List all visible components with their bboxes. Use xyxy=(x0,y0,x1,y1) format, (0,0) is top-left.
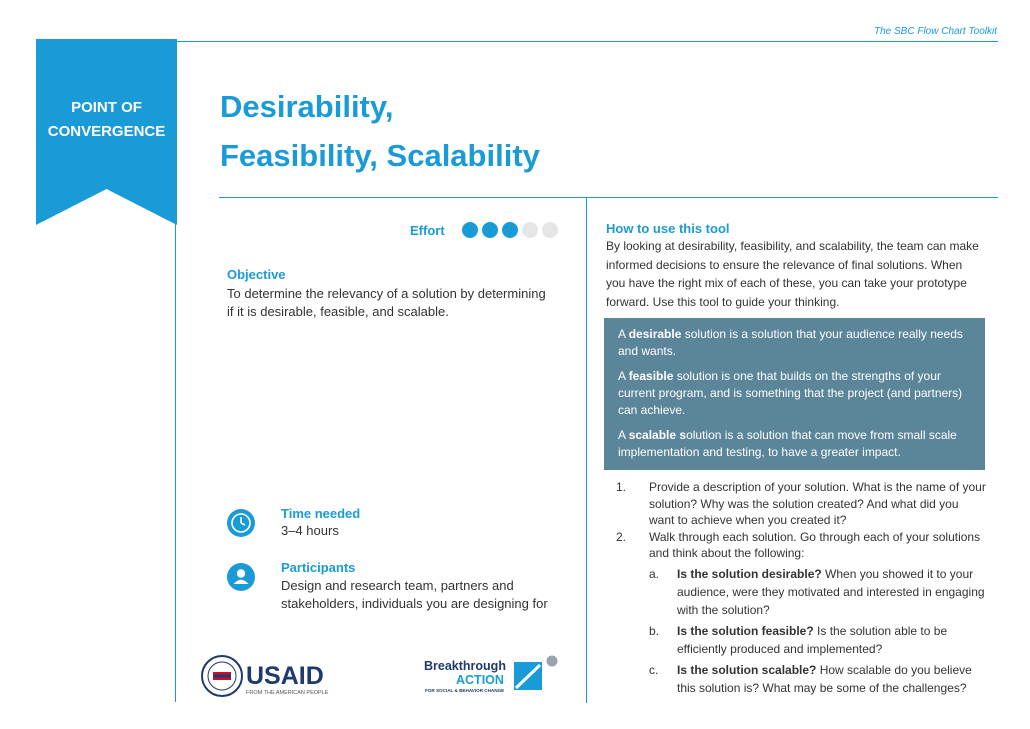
effort-dot-empty xyxy=(542,222,558,238)
definition-desirable: A desirable solution is a solution that your audience really needs and wants. xyxy=(618,327,963,358)
ba-line2: ACTION xyxy=(456,673,504,687)
page-title xyxy=(220,82,540,180)
section-label-line2: CONVERGENCE xyxy=(47,123,166,140)
effort-dot-filled xyxy=(462,222,478,238)
person-icon xyxy=(227,563,255,591)
sub-list-item: c. Is the solution scalable? How scalable do you believe this solution is? What may be some of the challenges? xyxy=(649,662,972,695)
clock-icon xyxy=(227,509,255,537)
section-label-line1: POINT OF xyxy=(71,99,142,116)
usaid-tagline: FROM THE AMERICAN PEOPLE xyxy=(246,690,329,696)
participants-text: Design and research team, partners and stakeholders, individuals you are designing for xyxy=(281,578,548,611)
objective-text: To determine the relevancy of a solution by determining if it is desirable, feasible, and scalable. xyxy=(227,286,546,319)
toolkit-header-title: The SBC Flow Chart Toolkit xyxy=(873,26,997,37)
ba-line1: Breakthrough xyxy=(424,659,506,673)
list-item: 2. Walk through each solution. Go through each of your solutions and think about the following: xyxy=(616,529,981,560)
column-divider xyxy=(586,198,587,703)
participants-heading: Participants xyxy=(281,560,356,575)
sub-list-item: b. Is the solution feasible? Is the solution able to be efficiently produced and implemented? xyxy=(649,623,948,656)
effort-label: Effort xyxy=(410,223,445,238)
sub-list-item: a. Is the solution desirable? When you showed it to your audience, were they motivated and interested in engaging with the solution? xyxy=(649,566,985,617)
list-item: 1. Provide a description of your solution. What is the name of your solution? Why was the solution created? And what did you want to achieve when you created it? xyxy=(616,480,986,527)
objective-heading: Objective xyxy=(227,267,286,282)
how-to-use-text: By looking at desirability, feasibility, and scalability, the team can make informed decisions to ensure the relevance of final solutions. When you have the right mix of each of these, you can take your prototype forward. Use this tool to guide your thinking. xyxy=(606,239,979,309)
effort-dot-filled xyxy=(482,222,498,238)
usaid-logo xyxy=(200,653,340,699)
how-to-use-heading: How to use this tool xyxy=(606,221,730,236)
effort-dot-empty xyxy=(522,222,538,238)
time-needed-value: 3–4 hours xyxy=(281,523,339,538)
definition-scalable: A scalable solution is a solution that can move from small scale implementation and testing, to have a greater impact. xyxy=(618,428,957,459)
definition-feasible: A feasible solution is one that builds on the strengths of your current program, and is something that the project (and partners) can achieve. xyxy=(618,369,963,417)
page-title-line2: Feasibility, Scalability xyxy=(220,138,540,173)
breakthrough-action-logo xyxy=(424,652,564,698)
definitions-box xyxy=(604,318,985,470)
top-divider xyxy=(176,41,998,42)
ba-tagline: FOR SOCIAL & BEHAVIOR CHANGE xyxy=(425,688,505,693)
effort-rating xyxy=(462,222,558,238)
section-label xyxy=(36,96,177,144)
page-title-line1: Desirability, xyxy=(220,89,394,124)
left-margin-rule xyxy=(175,222,176,702)
title-divider xyxy=(219,197,998,198)
usaid-wordmark: USAID xyxy=(246,662,324,690)
steps-list xyxy=(616,479,986,697)
effort-dot-filled xyxy=(502,222,518,238)
time-needed-heading: Time needed xyxy=(281,506,361,521)
